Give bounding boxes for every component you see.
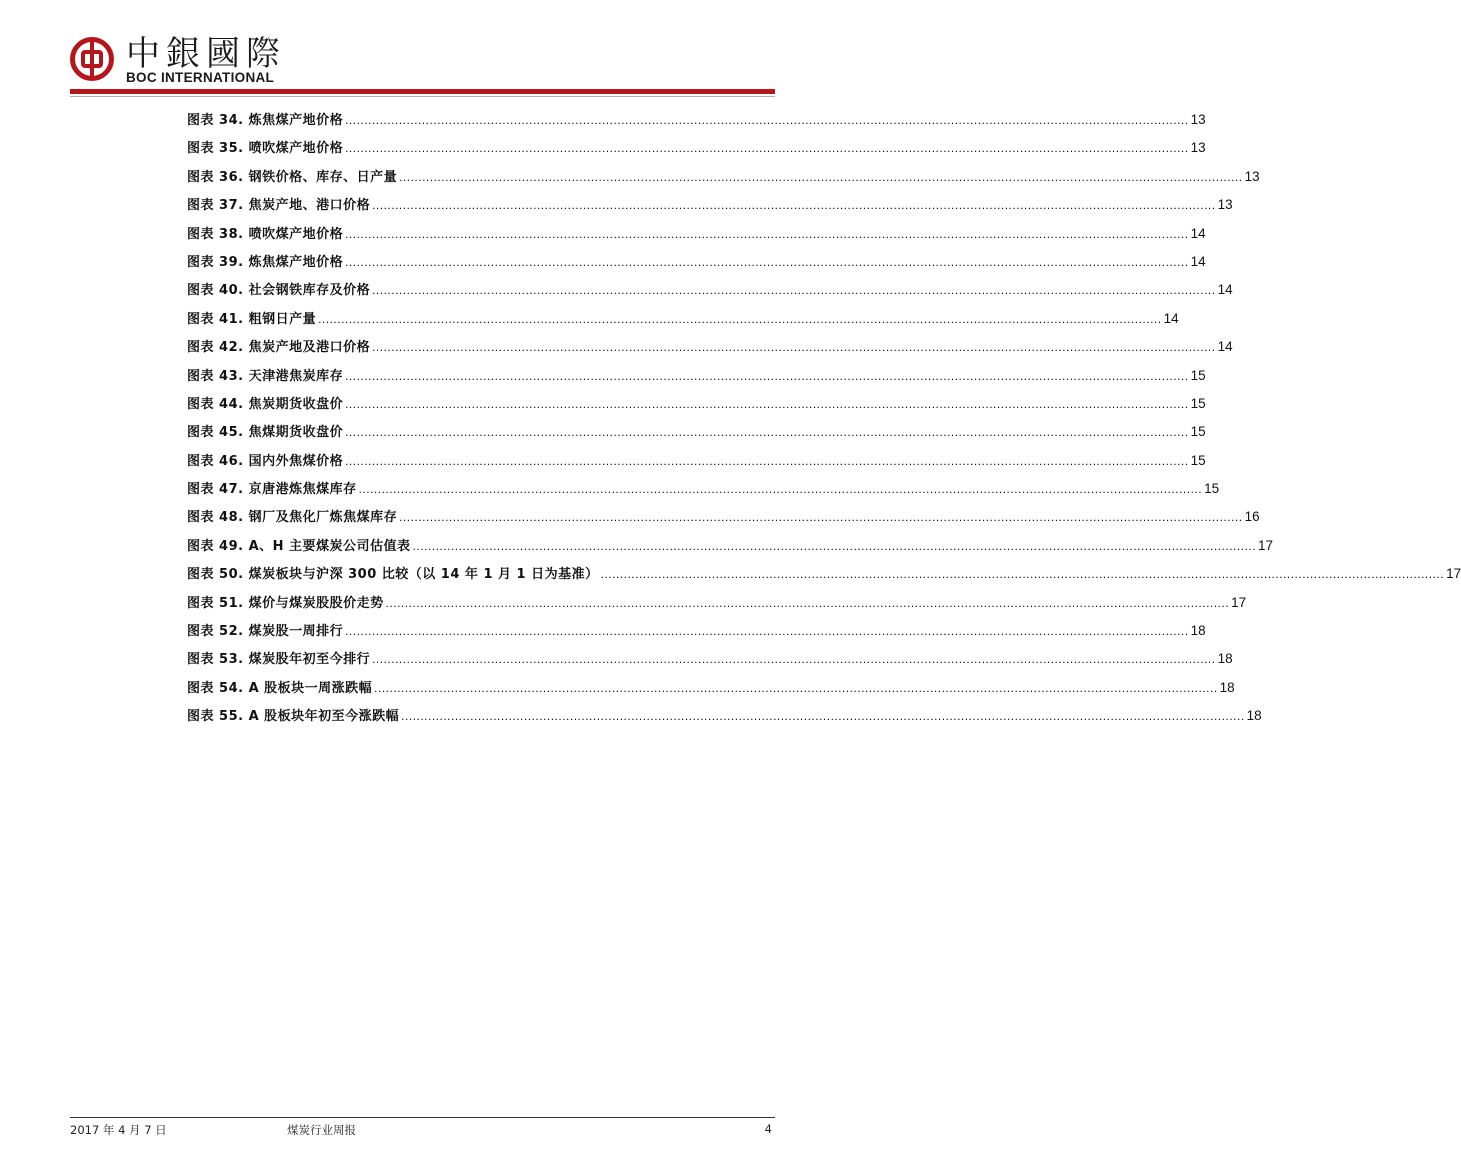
toc-entry-page: 16	[1244, 509, 1260, 525]
toc-entry-page: 14	[1190, 253, 1206, 269]
toc-entry[interactable]	[187, 194, 1233, 222]
footer-report-title: 煤炭行业周报	[287, 1123, 356, 1137]
footer-rule	[70, 1117, 775, 1118]
toc-entry-page: 18	[1219, 679, 1235, 695]
toc-dot-leader: ............................................................................................................................................................................................................................	[412, 538, 1257, 553]
toc-entry[interactable]	[187, 393, 1206, 421]
header-rule-red	[70, 89, 775, 94]
toc-dot-leader: ............................................................................................................................................................................................................................	[345, 113, 1189, 127]
toc-entry-page: 13	[1244, 168, 1260, 184]
toc-entry[interactable]	[187, 535, 1274, 563]
toc-dot-leader: ............................................................................................................................................................................................................................	[345, 453, 1189, 468]
toc-entry[interactable]	[187, 279, 1233, 307]
logo-chinese-text: 中銀國際	[126, 34, 286, 74]
toc-dot-leader: ............................................................................................................................................................................................................................	[372, 198, 1216, 213]
toc-entry-label: 图表 40. 社会钢铁库存及价格	[187, 283, 371, 299]
toc-entry-label: 图表 53. 煤炭股年初至今排行	[187, 652, 371, 668]
toc-dot-leader: ............................................................................................................................................................................................................................	[372, 283, 1216, 298]
toc-entry-page: 13	[1190, 112, 1206, 127]
toc-entry-page: 18	[1246, 708, 1262, 724]
toc-entry[interactable]	[187, 506, 1260, 534]
toc-entry-label: 图表 42. 焦炭产地及港口价格	[187, 340, 371, 356]
toc-dot-leader: ............................................................................................................................................................................................................................	[600, 567, 1445, 582]
toc-entry-label: 图表 47. 京唐港炼焦煤库存	[187, 482, 357, 498]
toc-dot-leader: ............................................................................................................................................................................................................................	[358, 482, 1203, 497]
toc-entry-label: 图表 55. A 股板块年初至今涨跌幅	[187, 709, 400, 725]
toc-entry[interactable]	[187, 563, 1461, 591]
toc-entry-page: 17	[1231, 594, 1247, 610]
toc-entry[interactable]	[187, 705, 1262, 733]
toc-entry[interactable]	[187, 166, 1260, 194]
toc-entry-label: 图表 38. 喷吹煤产地价格	[187, 226, 344, 242]
toc-entry-label: 图表 45. 焦煤期货收盘价	[187, 425, 344, 441]
toc-entry-page: 13	[1217, 197, 1233, 213]
footer-date: 2017 年 4 月 7 日	[70, 1123, 167, 1137]
toc-dot-leader: ............................................................................................................................................................................................................................	[399, 169, 1243, 184]
toc-entry-label: 图表 52. 煤炭股一周排行	[187, 624, 344, 640]
toc-entry[interactable]	[187, 677, 1235, 705]
toc-entry-label: 图表 48. 钢厂及焦化厂炼焦煤库存	[187, 510, 398, 526]
toc-entry-label: 图表 36. 钢铁价格、库存、日产量	[187, 169, 398, 185]
toc-entry-label: 图表 34. 炼焦煤产地价格	[187, 113, 344, 128]
toc-entry-label: 图表 50. 煤炭板块与沪深 300 比较（以 14 年 1 月 1 日为基准）	[187, 567, 599, 583]
toc-entry-label: 图表 54. A 股板块一周涨跌幅	[187, 680, 373, 696]
toc-entry-label: 图表 39. 炼焦煤产地价格	[187, 254, 344, 270]
toc-entry-label: 图表 44. 焦炭期货收盘价	[187, 396, 344, 412]
toc-entry[interactable]	[187, 137, 1206, 165]
toc-entry-page: 15	[1190, 395, 1206, 411]
toc-dot-leader: ............................................................................................................................................................................................................................	[345, 254, 1189, 269]
toc-entry-page: 15	[1190, 367, 1206, 383]
toc-entry-page: 18	[1190, 623, 1206, 639]
logo-english-text: BOC INTERNATIONAL	[126, 70, 275, 85]
toc-entry-label: 图表 51. 煤价与煤炭股股价走势	[187, 595, 384, 611]
toc-entry[interactable]	[187, 478, 1220, 506]
toc-entry[interactable]	[187, 308, 1179, 336]
toc-dot-leader: ............................................................................................................................................................................................................................	[345, 368, 1189, 383]
toc-dot-leader: ............................................................................................................................................................................................................................	[345, 624, 1189, 639]
toc-dot-leader: ............................................................................................................................................................................................................................	[385, 595, 1230, 610]
toc-entry-label: 图表 43. 天津港焦炭库存	[187, 368, 344, 384]
toc-entry-label: 图表 37. 焦炭产地、港口价格	[187, 198, 371, 214]
toc-dot-leader: ............................................................................................................................................................................................................................	[345, 141, 1189, 156]
toc-entry-page: 14	[1217, 282, 1233, 298]
toc-entry-page: 17	[1446, 566, 1461, 582]
toc-entry-page: 14	[1190, 225, 1206, 241]
toc-dot-leader: ............................................................................................................................................................................................................................	[401, 709, 1245, 724]
toc-entry[interactable]	[187, 421, 1206, 449]
header-rule-gray	[70, 96, 775, 97]
toc-entry[interactable]	[187, 450, 1206, 478]
toc-entry-label: 图表 46. 国内外焦煤价格	[187, 453, 344, 469]
toc-dot-leader: ............................................................................................................................................................................................................................	[345, 396, 1189, 411]
toc-entry[interactable]	[187, 592, 1247, 620]
toc-entry[interactable]	[187, 223, 1206, 251]
toc-entry[interactable]	[187, 620, 1206, 648]
toc-entry-label: 图表 35. 喷吹煤产地价格	[187, 141, 344, 157]
toc-dot-leader: ............................................................................................................................................................................................................................	[345, 425, 1189, 440]
toc-entry[interactable]	[187, 251, 1206, 279]
toc-entry[interactable]	[187, 336, 1233, 364]
toc-dot-leader: ............................................................................................................................................................................................................................	[318, 311, 1162, 326]
toc-entry-page: 15	[1204, 481, 1220, 497]
boc-international-logo	[70, 34, 310, 87]
toc-entry[interactable]	[187, 648, 1233, 676]
figure-list	[187, 109, 1461, 734]
toc-dot-leader: ............................................................................................................................................................................................................................	[374, 680, 1218, 695]
toc-dot-leader: ............................................................................................................................................................................................................................	[372, 340, 1216, 355]
toc-entry-page: 18	[1217, 651, 1233, 667]
toc-entry-page: 15	[1190, 424, 1206, 440]
toc-entry[interactable]	[187, 365, 1206, 393]
toc-entry-page: 13	[1190, 140, 1206, 156]
toc-entry-page: 15	[1190, 452, 1206, 468]
toc-entry-page: 14	[1217, 339, 1233, 355]
toc-entry-label: 图表 49. A、H 主要煤炭公司估值表	[187, 538, 411, 554]
toc-entry-page: 14	[1163, 310, 1179, 326]
toc-dot-leader: ............................................................................................................................................................................................................................	[399, 510, 1243, 525]
boc-logo-icon	[70, 37, 114, 81]
toc-dot-leader: ............................................................................................................................................................................................................................	[345, 226, 1189, 241]
toc-dot-leader: ............................................................................................................................................................................................................................	[372, 652, 1216, 667]
footer-page-number: 4	[764, 1122, 772, 1136]
toc-entry-page: 17	[1258, 537, 1274, 553]
toc-entry-label: 图表 41. 粗钢日产量	[187, 311, 317, 327]
toc-entry[interactable]	[187, 109, 1206, 137]
